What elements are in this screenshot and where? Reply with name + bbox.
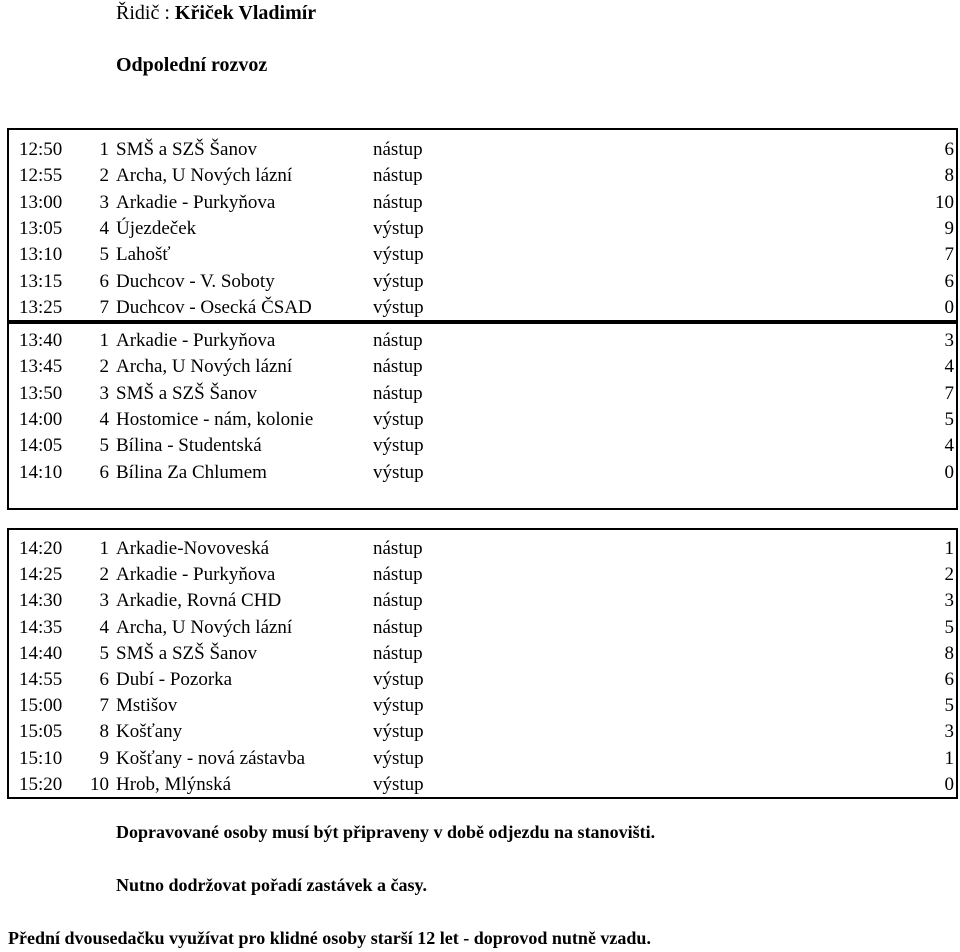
stop-number: 5 — [99, 244, 109, 266]
stop-action: nástup — [373, 382, 423, 404]
stop-time: 15:20 — [19, 773, 63, 795]
stop-time: 15:00 — [19, 695, 63, 717]
passenger-count: 8 — [944, 642, 954, 664]
schedule-row — [9, 536, 956, 562]
stop-name: Arkadie - Purkyňova — [116, 330, 276, 351]
stop-name: Dubí - Pozorka — [116, 669, 233, 690]
stop-name: Duchcov - V. Soboty — [116, 270, 275, 292]
stop-time: 14:40 — [19, 642, 63, 664]
stop-time: 15:05 — [19, 721, 63, 743]
passenger-count: 1 — [944, 538, 954, 559]
stop-time: 13:25 — [19, 296, 63, 318]
passenger-count: 7 — [944, 244, 954, 266]
stop-number: 5 — [99, 642, 109, 664]
stop-number: 1 — [99, 330, 109, 351]
schedule-row — [9, 381, 956, 407]
passenger-count: 6 — [944, 139, 954, 160]
stop-name: Arkadie - Purkyňova — [116, 191, 276, 213]
stop-name: SMŠ a SZŠ Šanov — [116, 382, 257, 404]
stop-action: výstup — [373, 695, 424, 717]
passenger-count: 7 — [944, 382, 954, 404]
schedule-row — [9, 641, 956, 667]
passenger-count: 0 — [944, 773, 954, 795]
stop-name: Archa, U Nových lázní — [116, 616, 293, 638]
stop-time: 13:50 — [19, 382, 63, 404]
stop-action: nástup — [373, 330, 423, 351]
stop-time: 12:50 — [19, 139, 63, 160]
schedule-row — [9, 588, 956, 614]
stop-action: nástup — [373, 538, 423, 559]
schedule-row — [9, 137, 956, 163]
passenger-count: 6 — [944, 669, 954, 690]
schedule-row — [9, 615, 956, 641]
page-subtitle: Odpolední rozvoz — [116, 54, 268, 76]
stop-name: Archa, U Nových lázní — [116, 165, 293, 187]
stop-action: nástup — [373, 564, 423, 586]
stop-name: SMŠ a SZŠ Šanov — [116, 642, 257, 664]
stop-action: nástup — [373, 642, 423, 664]
driver-line — [116, 2, 316, 25]
stop-number: 5 — [99, 435, 109, 457]
stop-number: 1 — [99, 139, 109, 160]
stop-action: nástup — [373, 356, 423, 378]
passenger-count: 5 — [944, 616, 954, 638]
stop-number: 4 — [99, 616, 109, 638]
stop-number: 6 — [99, 669, 109, 690]
stop-time: 14:35 — [19, 616, 63, 638]
stop-action: výstup — [373, 244, 424, 266]
stop-action: nástup — [373, 616, 423, 638]
passenger-count: 9 — [944, 217, 954, 239]
stop-name: Bílina Za Chlumem — [116, 461, 267, 483]
stop-time: 14:30 — [19, 590, 63, 612]
route-block-3 — [7, 528, 958, 799]
stop-number: 4 — [99, 408, 109, 430]
stop-name: SMŠ a SZŠ Šanov — [116, 139, 257, 160]
stop-time: 15:10 — [19, 747, 63, 769]
stop-action: výstup — [373, 217, 424, 239]
stop-time: 13:40 — [19, 330, 63, 351]
passenger-count: 3 — [944, 721, 954, 743]
route-block-2 — [7, 322, 958, 510]
schedule-row — [9, 354, 956, 380]
schedule-row — [9, 693, 956, 719]
note-ready: Dopravované osoby musí být připraveny v době odjezdu na stanovišti. — [116, 822, 656, 842]
stop-time: 12:55 — [19, 165, 63, 187]
stop-name: Hostomice - nám, kolonie — [116, 408, 314, 430]
stop-number: 1 — [99, 538, 109, 559]
passenger-count: 8 — [944, 165, 954, 187]
passenger-count: 4 — [944, 435, 954, 457]
stop-time: 14:20 — [19, 538, 63, 559]
passenger-count: 6 — [944, 270, 954, 292]
stop-action: výstup — [373, 408, 424, 430]
note-seat: Přední dvousedačku využívat pro klidné osoby starší 12 let - doprovod nutně vzadu. — [8, 928, 651, 948]
stop-name: Hrob, Mlýnská — [116, 773, 232, 795]
stop-name: Arkadie - Purkyňova — [116, 564, 276, 586]
stop-time: 14:00 — [19, 408, 63, 430]
stop-name: Košťany - nová zástavba — [116, 747, 306, 769]
stop-number: 4 — [99, 217, 109, 239]
route-block-1 — [7, 128, 958, 322]
stop-time: 14:05 — [19, 435, 63, 457]
stop-time: 13:10 — [19, 244, 63, 266]
passenger-count: 1 — [944, 747, 954, 769]
passenger-count: 10 — [935, 191, 954, 213]
stop-number: 6 — [99, 461, 109, 483]
stop-number: 2 — [99, 165, 109, 187]
schedule-row — [9, 772, 956, 798]
passenger-count: 5 — [944, 695, 954, 717]
stop-number: 8 — [99, 721, 109, 743]
schedule-row — [9, 190, 956, 216]
stop-name: Mstišov — [116, 695, 178, 717]
stop-action: nástup — [373, 165, 423, 187]
stop-action: nástup — [373, 191, 423, 213]
schedule-row — [9, 667, 956, 693]
passenger-count: 0 — [944, 296, 954, 318]
stop-action: výstup — [373, 721, 424, 743]
driver-label: Řidič : — [116, 2, 175, 24]
stop-number: 7 — [99, 296, 109, 318]
stop-time: 13:00 — [19, 191, 63, 213]
stop-number: 3 — [99, 590, 109, 612]
stop-action: nástup — [373, 139, 423, 160]
stop-number: 6 — [99, 270, 109, 292]
schedule-row — [9, 562, 956, 588]
stop-name: Arkadie-Novoveská — [116, 538, 270, 559]
schedule-row — [9, 433, 956, 459]
stop-action: výstup — [373, 461, 424, 483]
schedule-row — [9, 295, 956, 321]
stop-action: nástup — [373, 590, 423, 612]
stop-action: výstup — [373, 296, 424, 318]
passenger-count: 0 — [944, 461, 954, 483]
schedule-row — [9, 328, 956, 354]
stop-name: Archa, U Nových lázní — [116, 356, 293, 378]
schedule-row — [9, 216, 956, 242]
stop-number: 3 — [99, 191, 109, 213]
stop-name: Bílina - Studentská — [116, 435, 262, 457]
stop-action: výstup — [373, 435, 424, 457]
stop-name: Duchcov - Osecká ČSAD — [116, 296, 312, 318]
stop-action: výstup — [373, 747, 424, 769]
stop-action: výstup — [373, 270, 424, 292]
schedule-row — [9, 407, 956, 433]
stop-number: 2 — [99, 356, 109, 378]
stop-time: 13:45 — [19, 356, 63, 378]
stop-number: 9 — [99, 747, 109, 769]
stop-time: 13:15 — [19, 270, 63, 292]
stop-name: Lahošť — [116, 244, 171, 266]
stop-time: 14:55 — [19, 669, 63, 690]
stop-action: výstup — [373, 773, 424, 795]
stop-time: 14:25 — [19, 564, 63, 586]
schedule-row — [9, 242, 956, 268]
schedule-row — [9, 746, 956, 772]
note-order: Nutno dodržovat pořadí zastávek a časy. — [116, 875, 428, 895]
passenger-count: 3 — [944, 590, 954, 612]
passenger-count: 5 — [944, 408, 954, 430]
driver-name: Křiček Vladimír — [174, 2, 317, 24]
schedule-row — [9, 163, 956, 189]
schedule-row — [9, 460, 956, 486]
passenger-count: 3 — [944, 330, 954, 351]
stop-time: 13:05 — [19, 217, 63, 239]
stop-time: 14:10 — [19, 461, 63, 483]
stop-name: Újezdeček — [116, 217, 197, 239]
stop-number: 2 — [99, 564, 109, 586]
schedule-row — [9, 719, 956, 745]
stop-number: 3 — [99, 382, 109, 404]
stop-number: 10 — [90, 773, 109, 795]
passenger-count: 4 — [944, 356, 954, 378]
stop-name: Arkadie, Rovná CHD — [116, 590, 282, 612]
stop-action: výstup — [373, 669, 424, 690]
schedule-row — [9, 269, 956, 295]
passenger-count: 2 — [944, 564, 954, 586]
stop-name: Košťany — [116, 721, 183, 743]
stop-number: 7 — [99, 695, 109, 717]
